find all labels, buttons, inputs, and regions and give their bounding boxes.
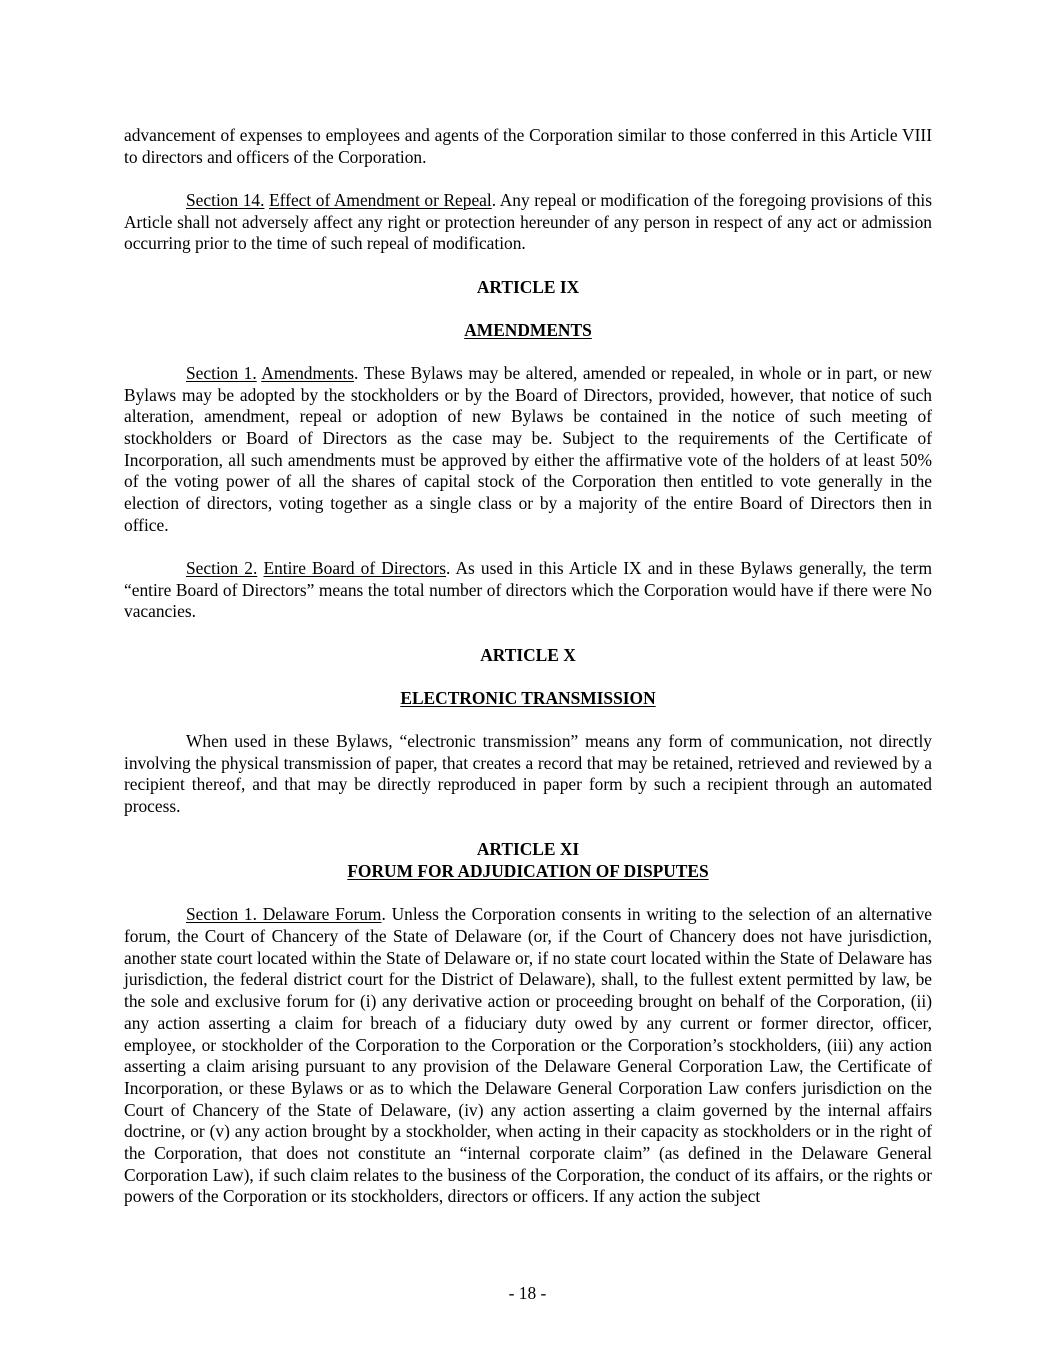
section-text: . Any repeal or modification of the foregoing provisions of this Article shall not adversely affect any right or protection hereunder of any person in respect of any act or admission occurring prior to the time of such repeal of modification. <box>124 189 932 254</box>
article-ix-title: ARTICLE IX <box>476 276 580 297</box>
section-text: . Unless the Corporation consents in writing to the selection of an alternative forum, the Court of Chancery of the State of Delaware (or, if the Court of Chancery does not have jurisdiction, another state court located within the State of Delaware or, if no state court located within the State of Delaware has jurisdiction, the federal district court for the District of Delaware), shall, to the fullest extent permitted by law, be the sole and exclusive forum for (i) any derivative action or proceeding brought on behalf of the Corporation, (ii) any action asserting a claim for breach of a fiduciary duty owed by any current or former director, officer, employee, or stockholder of the Corporation to the Corporation or the Corporation’s stockholders, (iii) any action asserting a claim arising pursuant to any provision of the Delaware General Corporation Law, the Certificate of Incorporation, or these Bylaws or as to which the Delaware General Corporation Law confers jurisdiction on the Court of Chancery of the State of Delaware, (iv) any action asserting a claim governed by the internal affairs doctrine, or (v) any action brought by a stockholder, when acting in their capacity as stockholders or in the right of the Corporation, that does not constitute an “internal corporate claim” (as defined in the Delaware General Corporation Law), if such claim relates to the business of the Corporation, the conduct of its affairs, or the rights or powers of the Corporation or its stockholders, directors or officers. If any action the subject <box>124 904 932 1207</box>
section-number: Section 2. <box>186 558 258 579</box>
section-number: Section 14. <box>186 189 265 210</box>
section-14-paragraph <box>124 190 932 255</box>
article-xi-title: ARTICLE XI <box>476 839 580 860</box>
article-ix-subtitle <box>124 320 932 342</box>
article-x-subtitle <box>124 688 932 710</box>
section-title: Entire Board of Directors <box>263 558 446 579</box>
article-ix-section-1 <box>124 363 932 537</box>
article-xi-subtitle-text: FORUM FOR ADJUDICATION OF DISPUTES <box>347 861 709 882</box>
page-number: - 18 - <box>508 1283 547 1303</box>
article-x-title: ARTICLE X <box>480 644 576 665</box>
article-ix-section-2 <box>124 558 932 623</box>
article-x-paragraph <box>124 731 932 818</box>
paragraph-text: advancement of expenses to employees and agents of the Corporation similar to those conferred in this Article VIII to directors and officers of the Corporation. <box>124 125 932 167</box>
section-text: . As used in this Article IX and in these Bylaws generally, the term “entire Board of Directors” means the total number of directors which the Corporation would have if there were No vacancies. <box>124 558 932 622</box>
paragraph-text: When used in these Bylaws, “electronic transmission” means any form of communication, not directly involving the physical transmission of paper, that creates a record that may be retained, retrieved and reviewed by a recipient thereof, and that may be directly reproduced in paper form by such a recipient through an automated process. <box>124 731 932 817</box>
section-number: Section 1. <box>186 362 257 383</box>
article-ix-subtitle-text: AMENDMENTS <box>464 319 592 340</box>
document-page <box>124 125 932 1208</box>
paragraph-continuation <box>124 125 932 168</box>
article-x-subtitle-text: ELECTRONIC TRANSMISSION <box>400 687 656 708</box>
section-text: . These Bylaws may be altered, amended or repealed, in whole or in part, or new Bylaws may be adopted by the stockholders or by the Board of Directors, provided, however, that notice of such alteration, amendment, repeal or adoption of new Bylaws be contained in the notice of such meeting of stockholders or Board of Directors as the case may be. Subject to the requirements of the Certificate of Incorporation, all such amendments must be approved by either the affirmative vote of the holders of at least 50% of the voting power of all the shares of capital stock of the Corporation then entitled to vote generally in the election of directors, voting together as a single class or by a majority of the entire Board of Directors then in office. <box>124 362 932 535</box>
section-title: Section 1. Delaware Forum <box>186 904 382 925</box>
article-xi-subtitle <box>124 861 932 883</box>
article-xi-section-1 <box>124 904 932 1208</box>
section-title: Amendments <box>261 362 355 383</box>
section-title: Effect of Amendment or Repeal <box>269 189 492 210</box>
